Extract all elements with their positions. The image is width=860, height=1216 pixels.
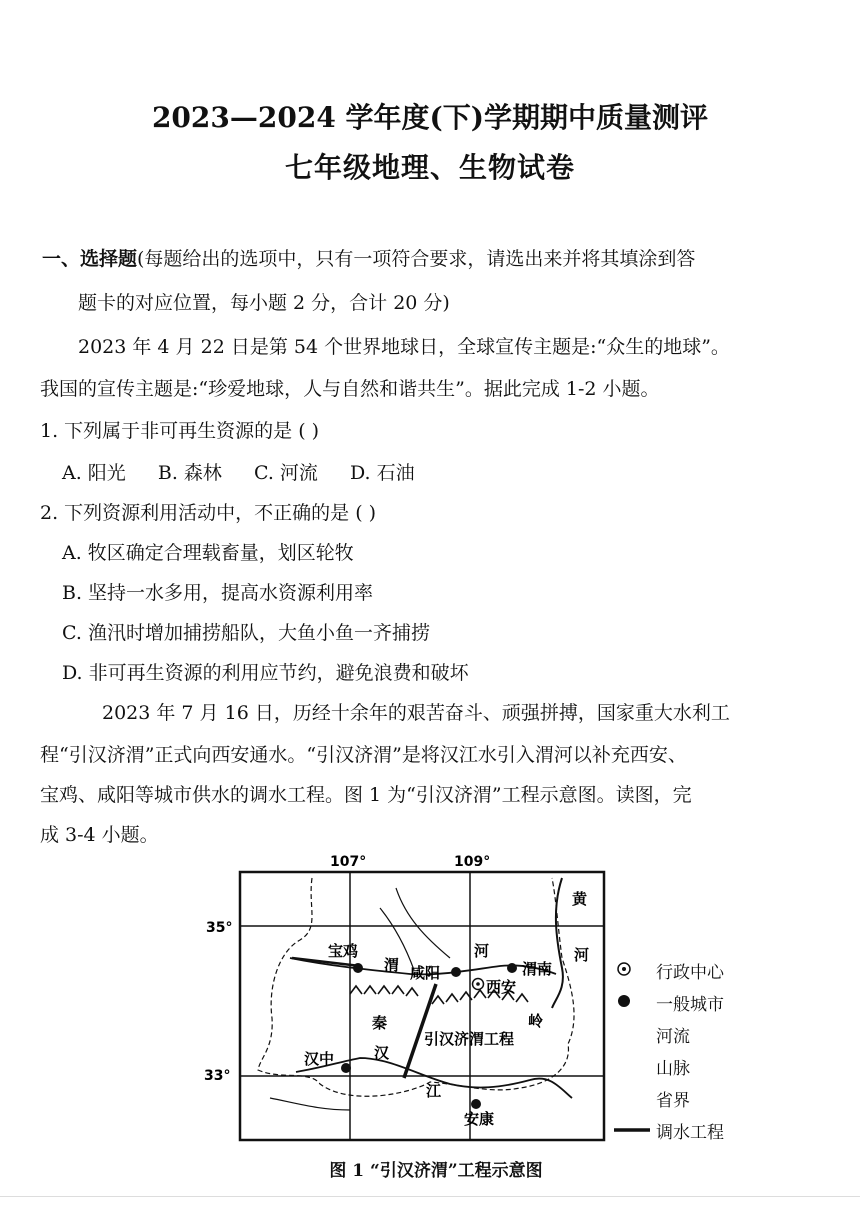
question1-options [62, 458, 441, 485]
city-symbol-icon [616, 993, 636, 1013]
project-symbol-icon [612, 1122, 652, 1142]
city-xian-marker-dot [476, 982, 480, 986]
label-huang: 黄 [572, 890, 588, 908]
label-wei: 渭 [384, 956, 400, 974]
section-instructions-1: (每题给出的选项中，只有一项符合要求，请选出来并将其填涂到答 [137, 248, 696, 270]
question1-stem: 1. 下列属于非可再生资源的是 ( ) [40, 420, 320, 442]
han-tributary [270, 1098, 350, 1110]
question1-option-b: B. 森林 [157, 462, 222, 484]
city-baoji-marker [353, 963, 363, 973]
passage2-line4: 成 3-4 小题。 [40, 824, 159, 846]
lon-label-109: 109° [454, 854, 491, 870]
legend-label-mountain: 山脉 [656, 1059, 690, 1079]
passage1-line2: 我国的宣传主题是:“珍爱地球，人与自然和谐共生”。据此完成 1-2 小题。 [40, 378, 660, 400]
legend-label-boundary: 省界 [656, 1091, 690, 1111]
passage2-line2: 程“引汉济渭”正式向西安通水。“引汉济渭”是将汉江水引入渭河以补充西安、 [40, 744, 687, 766]
label-qin: 秦 [372, 1014, 388, 1032]
section-instructions-2: 题卡的对应位置，每小题 2 分，合计 20 分) [78, 292, 450, 314]
question1-option-a: A. 阳光 [62, 462, 126, 484]
label-ling: 岭 [528, 1012, 544, 1030]
capital-symbol-icon [616, 961, 636, 981]
legend-label-capital: 行政中心 [656, 963, 724, 983]
question2-option-c: C. 渔汛时增加捕捞船队，大鱼小鱼一齐捕捞 [62, 622, 430, 644]
label-jiang: 江 [426, 1082, 442, 1100]
project-map [200, 848, 620, 1148]
lon-label-107: 107° [330, 854, 367, 870]
label-hanzhong: 汉中 [304, 1050, 335, 1068]
exam-title: 2023—2024 学年度(下)学期期中质量测评 [151, 101, 709, 134]
city-ankang-marker [471, 1099, 481, 1109]
legend-label-city: 一般城市 [656, 995, 724, 1015]
label-xianyang: 咸阳 [410, 964, 441, 982]
exam-subtitle: 七年级地理、生物试卷 [284, 151, 575, 184]
passage2-line1: 2023 年 7 月 16 日，历经十余年的艰苦奋斗、顽强拼搏，国家重大水利工 [102, 702, 730, 724]
city-hanzhong-marker [341, 1063, 351, 1073]
question1-option-c: C. 河流 [253, 462, 318, 484]
city-weinan-marker [507, 963, 517, 973]
figure-caption: 图 1 “引汉济渭”工程示意图 [329, 1161, 543, 1181]
legend-label-river: 河流 [656, 1027, 690, 1047]
passage1-line1: 2023 年 4 月 22 日是第 54 个世界地球日，全球宣传主题是:“众生的地球”。 [78, 336, 730, 358]
label-weinan: 渭南 [522, 960, 553, 978]
label-baoji: 宝鸡 [328, 942, 359, 960]
city-xianyang-marker [451, 967, 461, 977]
page-bottom-rule [0, 1196, 860, 1197]
label-wei-he: 河 [474, 942, 490, 960]
section-heading [42, 244, 695, 271]
question2-option-d: D. 非可再生资源的利用应节约，避免浪费和破坏 [62, 662, 469, 684]
section-heading-label: 一、选择题 [42, 248, 138, 270]
legend-label-project: 调水工程 [656, 1123, 724, 1143]
lat-label-33: 33° [204, 1068, 231, 1084]
question2-option-b: B. 坚持一水多用，提高水资源利用率 [62, 582, 374, 604]
map-frame [240, 872, 604, 1140]
lat-label-35: 35° [206, 920, 233, 936]
label-xian: 西安 [486, 978, 517, 996]
passage2-line3: 宝鸡、咸阳等城市供水的调水工程。图 1 为“引汉济渭”工程示意图。读图，完 [40, 784, 692, 806]
yellow-river [552, 878, 563, 1008]
label-huang-he: 河 [574, 946, 590, 964]
label-ankang: 安康 [464, 1110, 495, 1128]
question2-option-a: A. 牧区确定合理载畜量，划区轮牧 [62, 542, 354, 564]
question1-option-d: D. 石油 [349, 462, 415, 484]
label-project: 引汉济渭工程 [424, 1030, 515, 1048]
label-han: 汉 [374, 1044, 390, 1062]
question2-stem: 2. 下列资源利用活动中，不正确的是 ( ) [40, 502, 377, 524]
